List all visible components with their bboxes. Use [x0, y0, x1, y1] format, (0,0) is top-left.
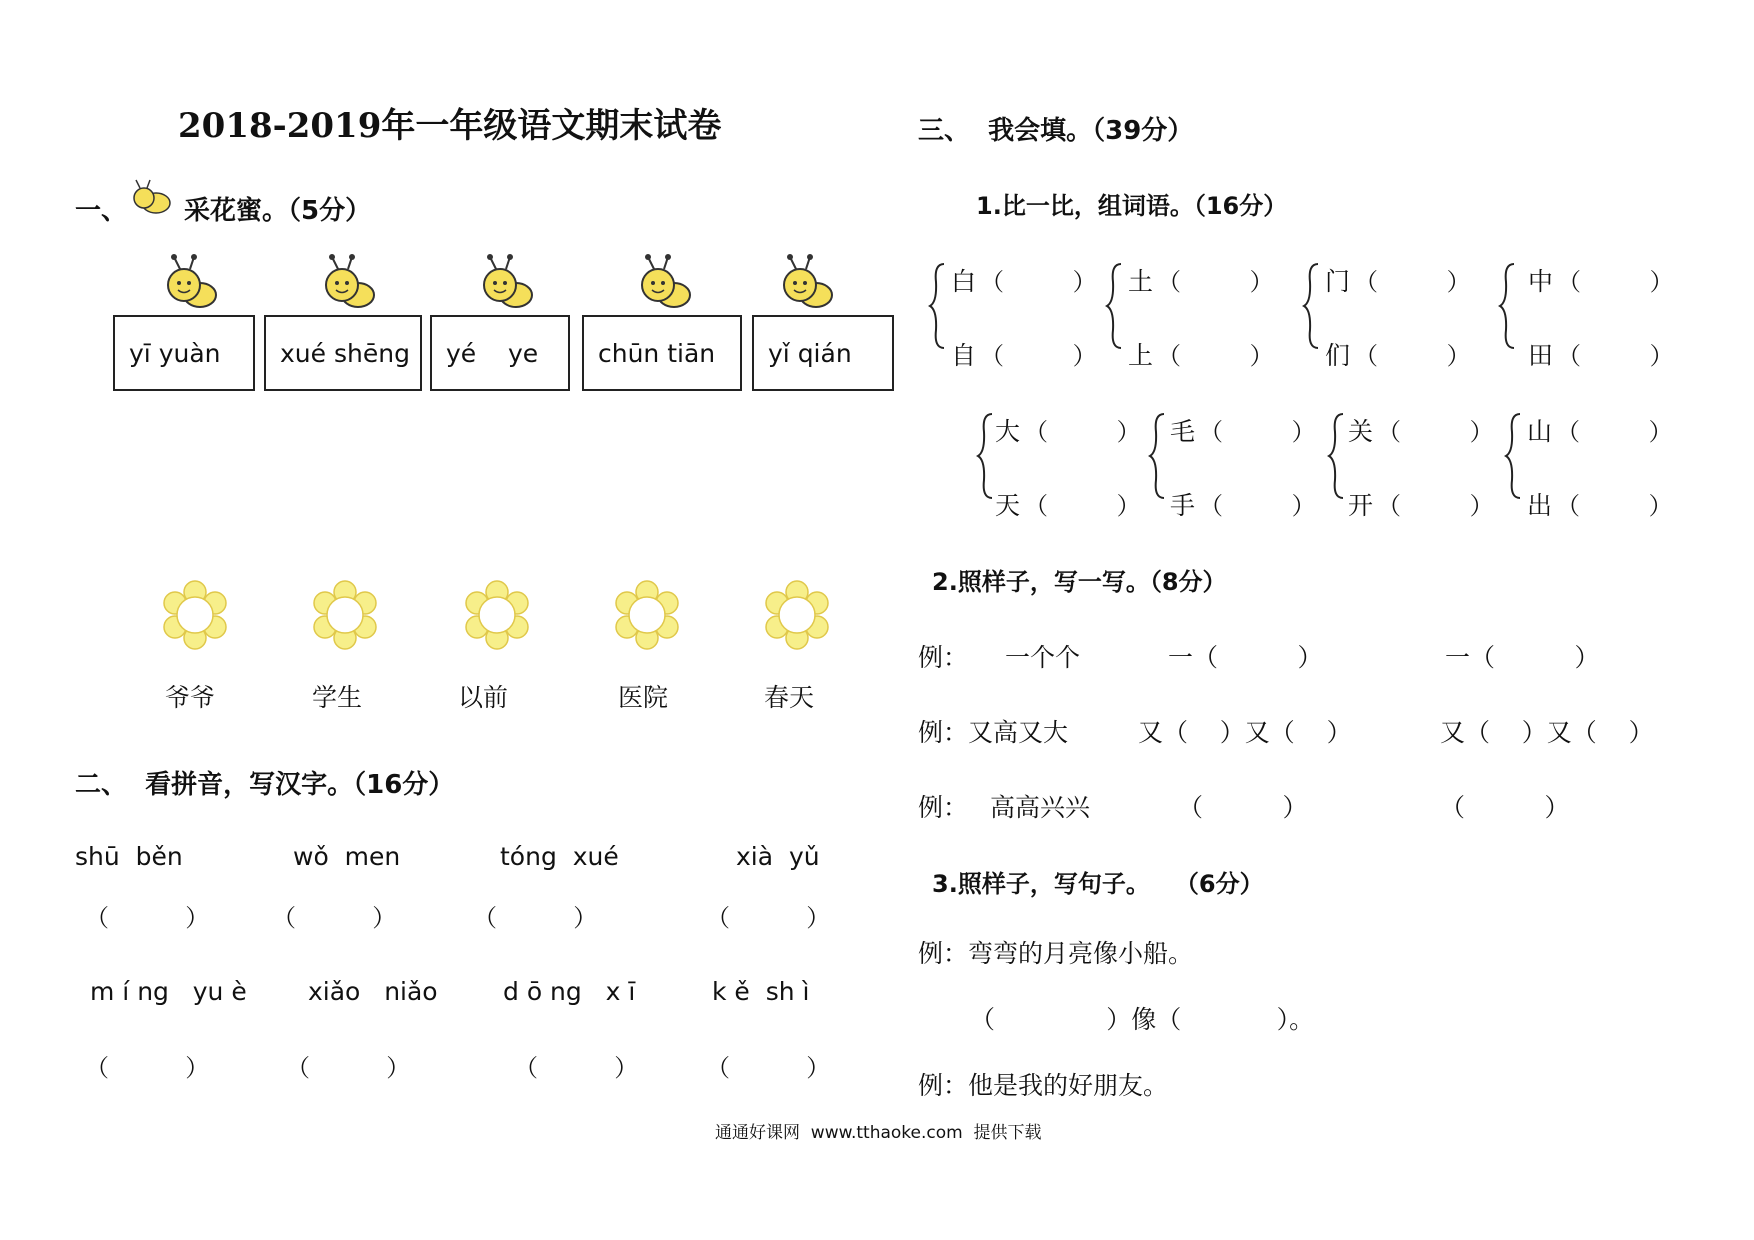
pinyin-text: xué shēng — [280, 338, 410, 368]
compare-char: 们 — [1325, 341, 1351, 370]
example-word: 一个个 — [1005, 643, 1081, 672]
answer-blank[interactable]: （ ） — [272, 904, 397, 932]
flower-word: 春天 — [764, 683, 815, 712]
pinyin-box — [582, 315, 742, 391]
section1-label: 采花蜜。（5分） — [184, 196, 372, 226]
pinyin-text: yé ye — [446, 338, 539, 368]
compare-char: 开 — [1348, 491, 1374, 520]
answer-blank[interactable]: （ ） — [980, 342, 1097, 370]
answer-blank[interactable]: （ ） — [1024, 492, 1141, 520]
pinyin-prompt: xiǎo niǎo — [308, 977, 438, 1006]
pinyin-prompt: shū běn — [75, 842, 183, 871]
brace-icon — [1504, 412, 1522, 500]
answer-blank[interactable]: （ ） — [980, 268, 1097, 296]
compare-char: 大 — [995, 417, 1021, 446]
section3-label: 三、 我会填。（39分） — [918, 116, 1194, 146]
pinyin-box — [752, 315, 894, 391]
answer-blank[interactable]: （ ） — [1377, 492, 1494, 520]
answer-blank[interactable]: （ ） — [473, 904, 598, 932]
brace-icon — [1302, 262, 1320, 350]
answer-blank[interactable]: （ ） — [706, 904, 831, 932]
answer-blank[interactable]: 一（ ） — [1445, 643, 1600, 672]
bee-icon — [634, 253, 694, 315]
bee-icon — [160, 253, 220, 315]
flower-icon — [612, 580, 682, 650]
brace-icon — [1498, 262, 1516, 350]
answer-blank[interactable]: （ ） — [1354, 268, 1471, 296]
compare-char: 毛 — [1170, 417, 1196, 446]
flower-word: 爷爷 — [165, 683, 216, 712]
brace-icon — [928, 262, 946, 350]
example-prefix: 例： — [918, 793, 969, 822]
pinyin-prompt: d ō ng x ī — [503, 977, 636, 1006]
q1-label: 1.比一比，组词语。（16分） — [976, 192, 1288, 220]
brace-icon — [1327, 412, 1345, 500]
compare-char: 中 — [1528, 267, 1554, 296]
pinyin-prompt: m í ng yu è — [90, 977, 247, 1006]
pinyin-prompt: k ě sh ì — [712, 977, 810, 1006]
answer-blank[interactable]: （ ） — [1557, 342, 1674, 370]
flower-icon — [462, 580, 532, 650]
answer-blank[interactable]: （ ） — [1157, 268, 1274, 296]
answer-blank[interactable]: （ ） — [1440, 793, 1570, 822]
bee-icon — [130, 178, 174, 218]
q2-label: 2.照样子，写一写。（8分） — [932, 568, 1227, 596]
flower-word: 学生 — [312, 683, 363, 712]
answer-blank[interactable]: 一（ ） — [1168, 643, 1323, 672]
compare-char: 自 — [951, 341, 977, 370]
section1-number: 一、 — [75, 196, 128, 226]
answer-blank[interactable]: 又（ ）又（ ） — [1440, 718, 1654, 747]
example-word: 高高兴兴 — [990, 793, 1091, 822]
compare-char: 天 — [995, 491, 1021, 520]
compare-char: 山 — [1527, 417, 1553, 446]
flower-word: 以前 — [458, 683, 509, 712]
answer-blank[interactable]: （ ）像（ ）。 — [970, 1005, 1315, 1034]
example-prefix: 例： — [918, 643, 969, 672]
compare-char: 出 — [1527, 491, 1553, 520]
footer-credit: 通通好课网 www.tthaoke.com 提供下载 — [715, 1123, 1042, 1143]
flower-icon — [762, 580, 832, 650]
q3-label: 3.照样子，写句子。 （6分） — [932, 870, 1264, 898]
example-sentence: 例：弯弯的月亮像小船。 — [918, 939, 1194, 968]
answer-blank[interactable]: （ ） — [1199, 418, 1316, 446]
compare-char: 土 — [1128, 267, 1154, 296]
pinyin-prompt: xià yǔ — [736, 842, 820, 871]
flower-icon — [310, 580, 380, 650]
answer-blank[interactable]: （ ） — [85, 1054, 210, 1082]
answer-blank[interactable]: （ ） — [1199, 492, 1316, 520]
pinyin-box — [430, 315, 570, 391]
answer-blank[interactable]: （ ） — [1556, 492, 1673, 520]
pinyin-text: yǐ qián — [768, 338, 852, 368]
pinyin-box — [264, 315, 422, 391]
answer-blank[interactable]: （ ） — [1157, 342, 1274, 370]
answer-blank[interactable]: （ ） — [514, 1054, 639, 1082]
pinyin-prompt: tóng xué — [500, 842, 619, 871]
answer-blank[interactable]: （ ） — [706, 1054, 831, 1082]
answer-blank[interactable]: （ ） — [286, 1054, 411, 1082]
pinyin-text: chūn tiān — [598, 338, 716, 368]
answer-blank[interactable]: 又（ ）又（ ） — [1138, 718, 1352, 747]
compare-char: 手 — [1170, 491, 1196, 520]
brace-icon — [976, 412, 994, 500]
example-word: 例：又高又大 — [918, 718, 1069, 747]
example-sentence: 例：他是我的好朋友。 — [918, 1071, 1169, 1100]
answer-blank[interactable]: （ ） — [1024, 418, 1141, 446]
compare-char: 门 — [1325, 267, 1351, 296]
answer-blank[interactable]: （ ） — [1557, 268, 1674, 296]
answer-blank[interactable]: （ ） — [85, 904, 210, 932]
answer-blank[interactable]: （ ） — [1377, 418, 1494, 446]
page-title: 2018-2019年一年级语文期末试卷 — [178, 106, 722, 146]
compare-char: 关 — [1348, 417, 1374, 446]
brace-icon — [1148, 412, 1166, 500]
section2-label: 二、 看拼音，写汉字。（16分） — [75, 770, 455, 800]
brace-icon — [1105, 262, 1123, 350]
bee-icon — [776, 253, 836, 315]
bee-icon — [318, 253, 378, 315]
answer-blank[interactable]: （ ） — [1354, 342, 1471, 370]
bee-icon — [476, 253, 536, 315]
compare-char: 白 — [951, 267, 977, 296]
pinyin-text: yī yuàn — [129, 338, 221, 368]
answer-blank[interactable]: （ ） — [1178, 793, 1308, 822]
compare-char: 田 — [1528, 341, 1554, 370]
answer-blank[interactable]: （ ） — [1556, 418, 1673, 446]
flower-icon — [160, 580, 230, 650]
compare-char: 上 — [1128, 341, 1154, 370]
flower-word: 医院 — [618, 683, 669, 712]
pinyin-prompt: wǒ men — [293, 842, 401, 871]
pinyin-box — [113, 315, 255, 391]
